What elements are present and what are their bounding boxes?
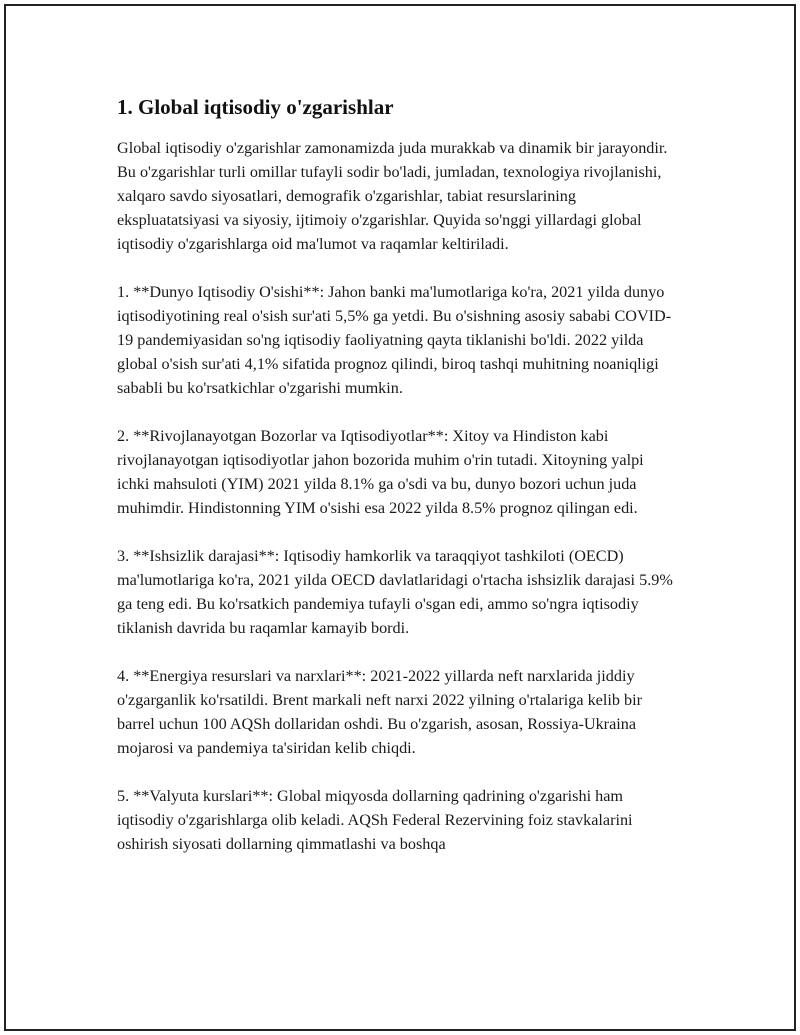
intro-paragraph: Global iqtisodiy o'zgarishlar zamonamizda juda murakkab va dinamik bir jarayondir. Bu o'zgarishlar turli omillar tufayli sodir bo'ladi, jumladan, texnologiya rivojlanishi, xalqaro savdo siyosatlari, demografik o'zgarishlar, tabiat resurslarining ekspluatatsiyasi va siyosiy, ijtimoiy o'zgarishlar. Quyida so'nggi yillardagi global iqtisodiy o'zgarishlarga oid ma'lumot va raqamlar keltiriladi. bbox=[117, 139, 668, 253]
paragraph-world-growth: 1. **Dunyo Iqtisodiy O'sishi**: Jahon banki ma'lumotlariga ko'ra, 2021 yilda dunyo iqtisodiyotining real o'sish sur'ati 5,5% ga yetdi. Bu o'sishning asosiy sababi COVID-19 pandemiyasidan so'ng iqtisodiy faoliyatning qayta tiklanishi bo'ldi. 2022 yilda global o'sish sur'ati 4,1% sifatida prognoz qilindi, biroq tashqi muhitning noaniqligi sababli bu ko'rsatkichlar o'zgarishi mumkin. bbox=[117, 283, 672, 397]
section-heading: 1. Global iqtisodiy o'zgarishlar bbox=[117, 95, 394, 119]
paragraph-emerging-markets: 2. **Rivojlanayotgan Bozorlar va Iqtisodiyotlar**: Xitoy va Hindiston kabi rivojlanayotgan iqtisodiyotlar jahon bozorida muhim o'rin tutadi. Xitoyning yalpi ichki mahsuloti (YIM) 2021 yilda 8.1% ga o'sdi va bu, dunyo bozori uchun juda muhimdir. Hindistonning YIM o'sishi esa 2022 yilda 8.5% prognoz qilingan edi. bbox=[117, 427, 644, 517]
paragraph-unemployment: 3. **Ishsizlik darajasi**: Iqtisodiy hamkorlik va taraqqiyot tashkiloti (OECD) ma'lumotlariga ko'ra, 2021 yilda OECD davlatlaridagi o'rtacha ishsizlik darajasi 5.9% ga teng edi. Bu ko'rsatkich pandemiya tufayli o'sgan edi, ammo so'ngra iqtisodiy tiklanish davrida bu raqamlar kamayib bordi. bbox=[117, 547, 673, 637]
document-body bbox=[117, 94, 677, 856]
paragraph-currency-rates: 5. **Valyuta kurslari**: Global miqyosda dollarning qadrining o'zgarishi ham iqtisodiy o'zgarishlarga olib keladi. AQSh Federal Rezervining foiz stavkalarini oshirish siyosati dollarning qimmatlashi va boshqa bbox=[117, 787, 633, 853]
paragraph-energy-prices: 4. **Energiya resurslari va narxlari**: 2021-2022 yillarda neft narxlarida jiddiy o'zgarganlik ko'rsatildi. Brent markali neft narxi 2022 yilning o'rtalariga kelib bir barrel uchun 100 AQSh dollaridan oshdi. Bu o'zgarish, asosan, Rossiya-Ukraina mojarosi va pandemiya ta'siridan kelib chiqdi. bbox=[117, 667, 642, 757]
